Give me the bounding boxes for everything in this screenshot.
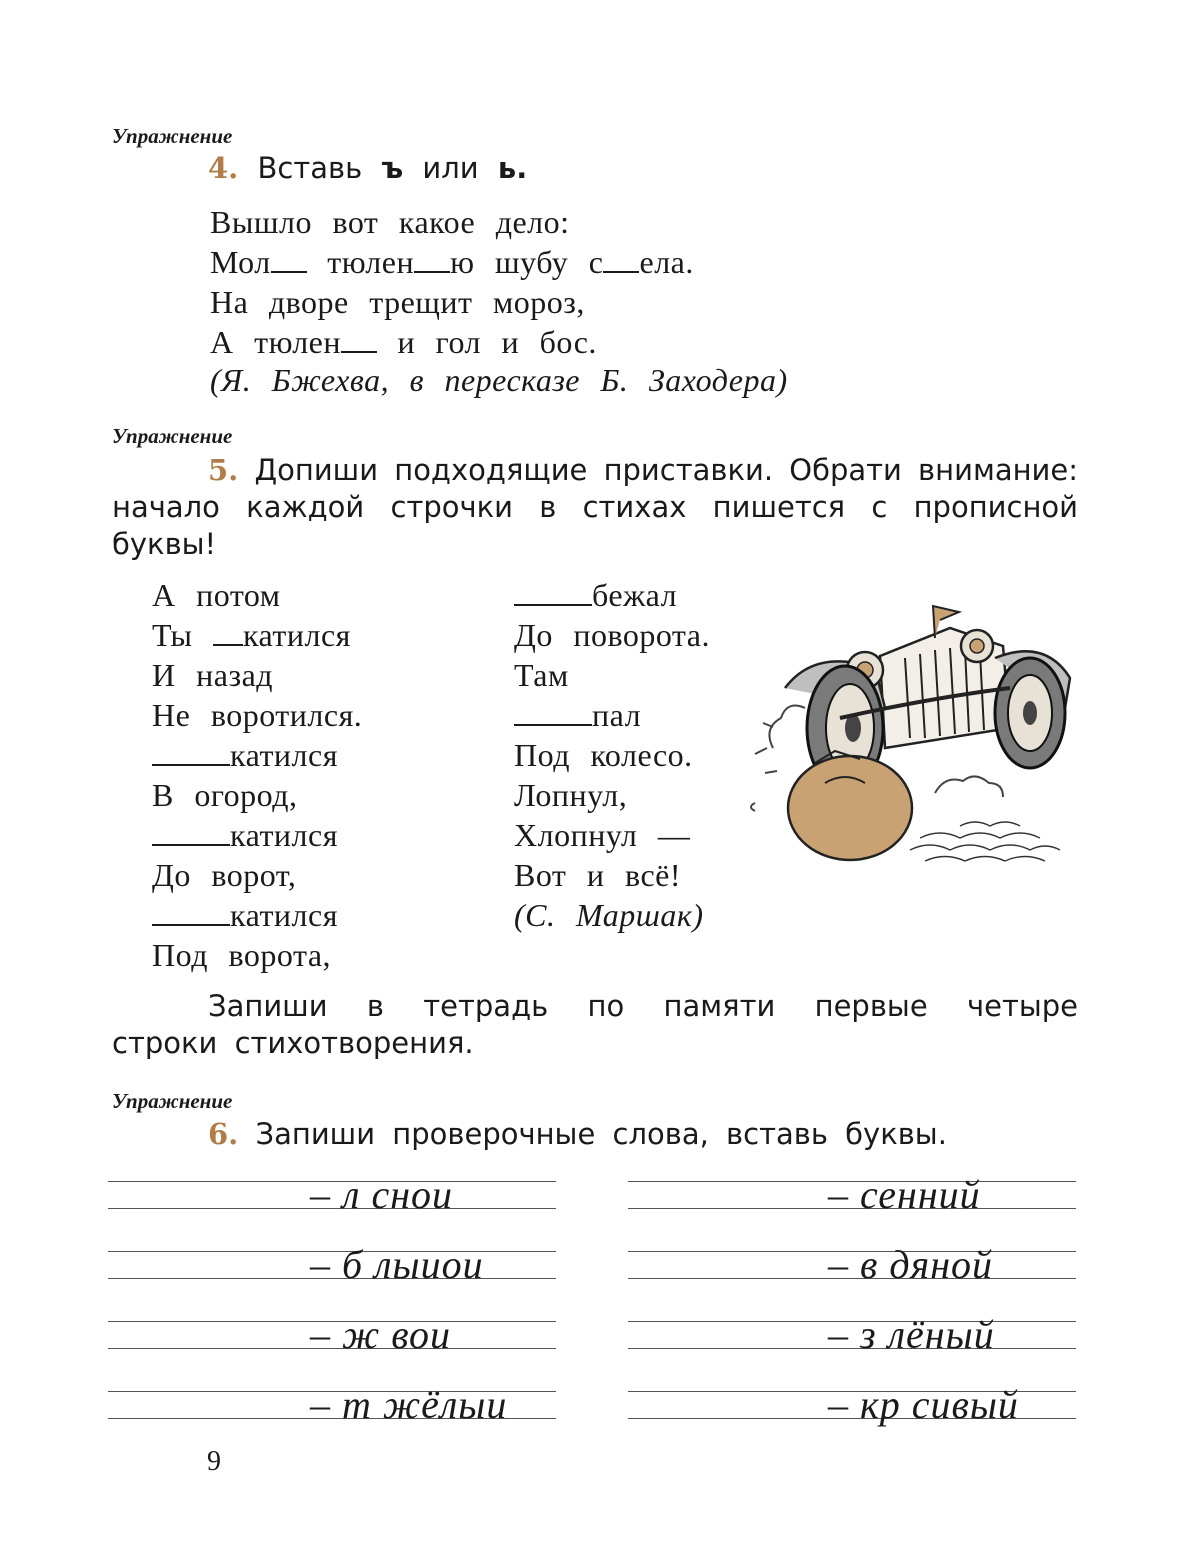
poem-line: Ты катился (152, 617, 351, 653)
exercise-5-task: 5. Допиши подходящие приставки. Обрати внимание: начало каждой строчки в стихах пишется с прописной буквы! (112, 453, 1079, 561)
page-number: 9 (207, 1446, 221, 1477)
poem-line: пал (514, 695, 710, 735)
handwritten-word: – л снои (310, 1172, 454, 1217)
poem-line: А потом (152, 577, 281, 613)
handwritten-word: – ж вои (310, 1312, 452, 1357)
exercise-label: Упражнение (112, 1089, 233, 1113)
poem-attribution: (Я. Бжехва, в пересказе Б. Заходера) (210, 362, 788, 398)
exercise-number: 4. (208, 151, 239, 185)
poem-line: Вот и всё! (514, 857, 682, 893)
handwritten-word: – в дяной (828, 1242, 994, 1287)
poem-line: В огород, (152, 777, 298, 813)
poem-line: катился (152, 895, 362, 935)
poem-line: Под колесо. (514, 737, 693, 773)
poem-line: Лопнул, (514, 777, 628, 813)
handwritten-word: – з лёный (828, 1312, 995, 1357)
exercise-label: Упражнение (112, 424, 233, 448)
exercise-4-task: 4. Вставь ъ или ь. (208, 151, 528, 185)
exercise-number: 6. (208, 1117, 239, 1151)
handwritten-word: – б лыиои (310, 1242, 484, 1287)
poem-line: И назад (152, 657, 274, 693)
poem-line: Вышло вот какое дело: (210, 204, 570, 240)
handwritten-word: – кр сивый (828, 1382, 1019, 1427)
poem-line: На дворе трещит мороз, (210, 284, 585, 320)
handwritten-word: – т жёлыи (310, 1382, 508, 1427)
poem-line: Под ворота, (152, 937, 332, 973)
exercise-4-poem (210, 202, 788, 400)
car-and-ball-illustration (745, 598, 1075, 870)
poem-line: До поворота. (514, 617, 710, 653)
exercise-6-task: 6. Запиши проверочные слова, вставь буквы. (208, 1117, 947, 1151)
poem-line: Не воротился. (152, 697, 363, 733)
poem-line: А тюлен и гол и бос. (210, 324, 597, 360)
poem-line: катился (152, 735, 362, 775)
exercise-5-note: Запиши в тетрадь по памяти первые четыре строки стихотворения. (112, 989, 1078, 1060)
exercise-5-poem-right (514, 575, 710, 935)
poem-attribution: (С. Маршак) (514, 897, 704, 933)
poem-line: катился (152, 815, 362, 855)
exercise-label: Упражнение (112, 124, 233, 148)
poem-line: бежал (514, 575, 710, 615)
poem-line: До ворот, (152, 857, 297, 893)
exercise-5-poem-left (152, 575, 362, 975)
poem-line: Хлопнул — (514, 817, 691, 853)
exercise-number: 5. (208, 453, 239, 487)
poem-line: Мол тюлен ю шубу с ела. (210, 244, 694, 280)
poem-line: Там (514, 657, 569, 693)
handwritten-word: – сенний (828, 1172, 981, 1217)
